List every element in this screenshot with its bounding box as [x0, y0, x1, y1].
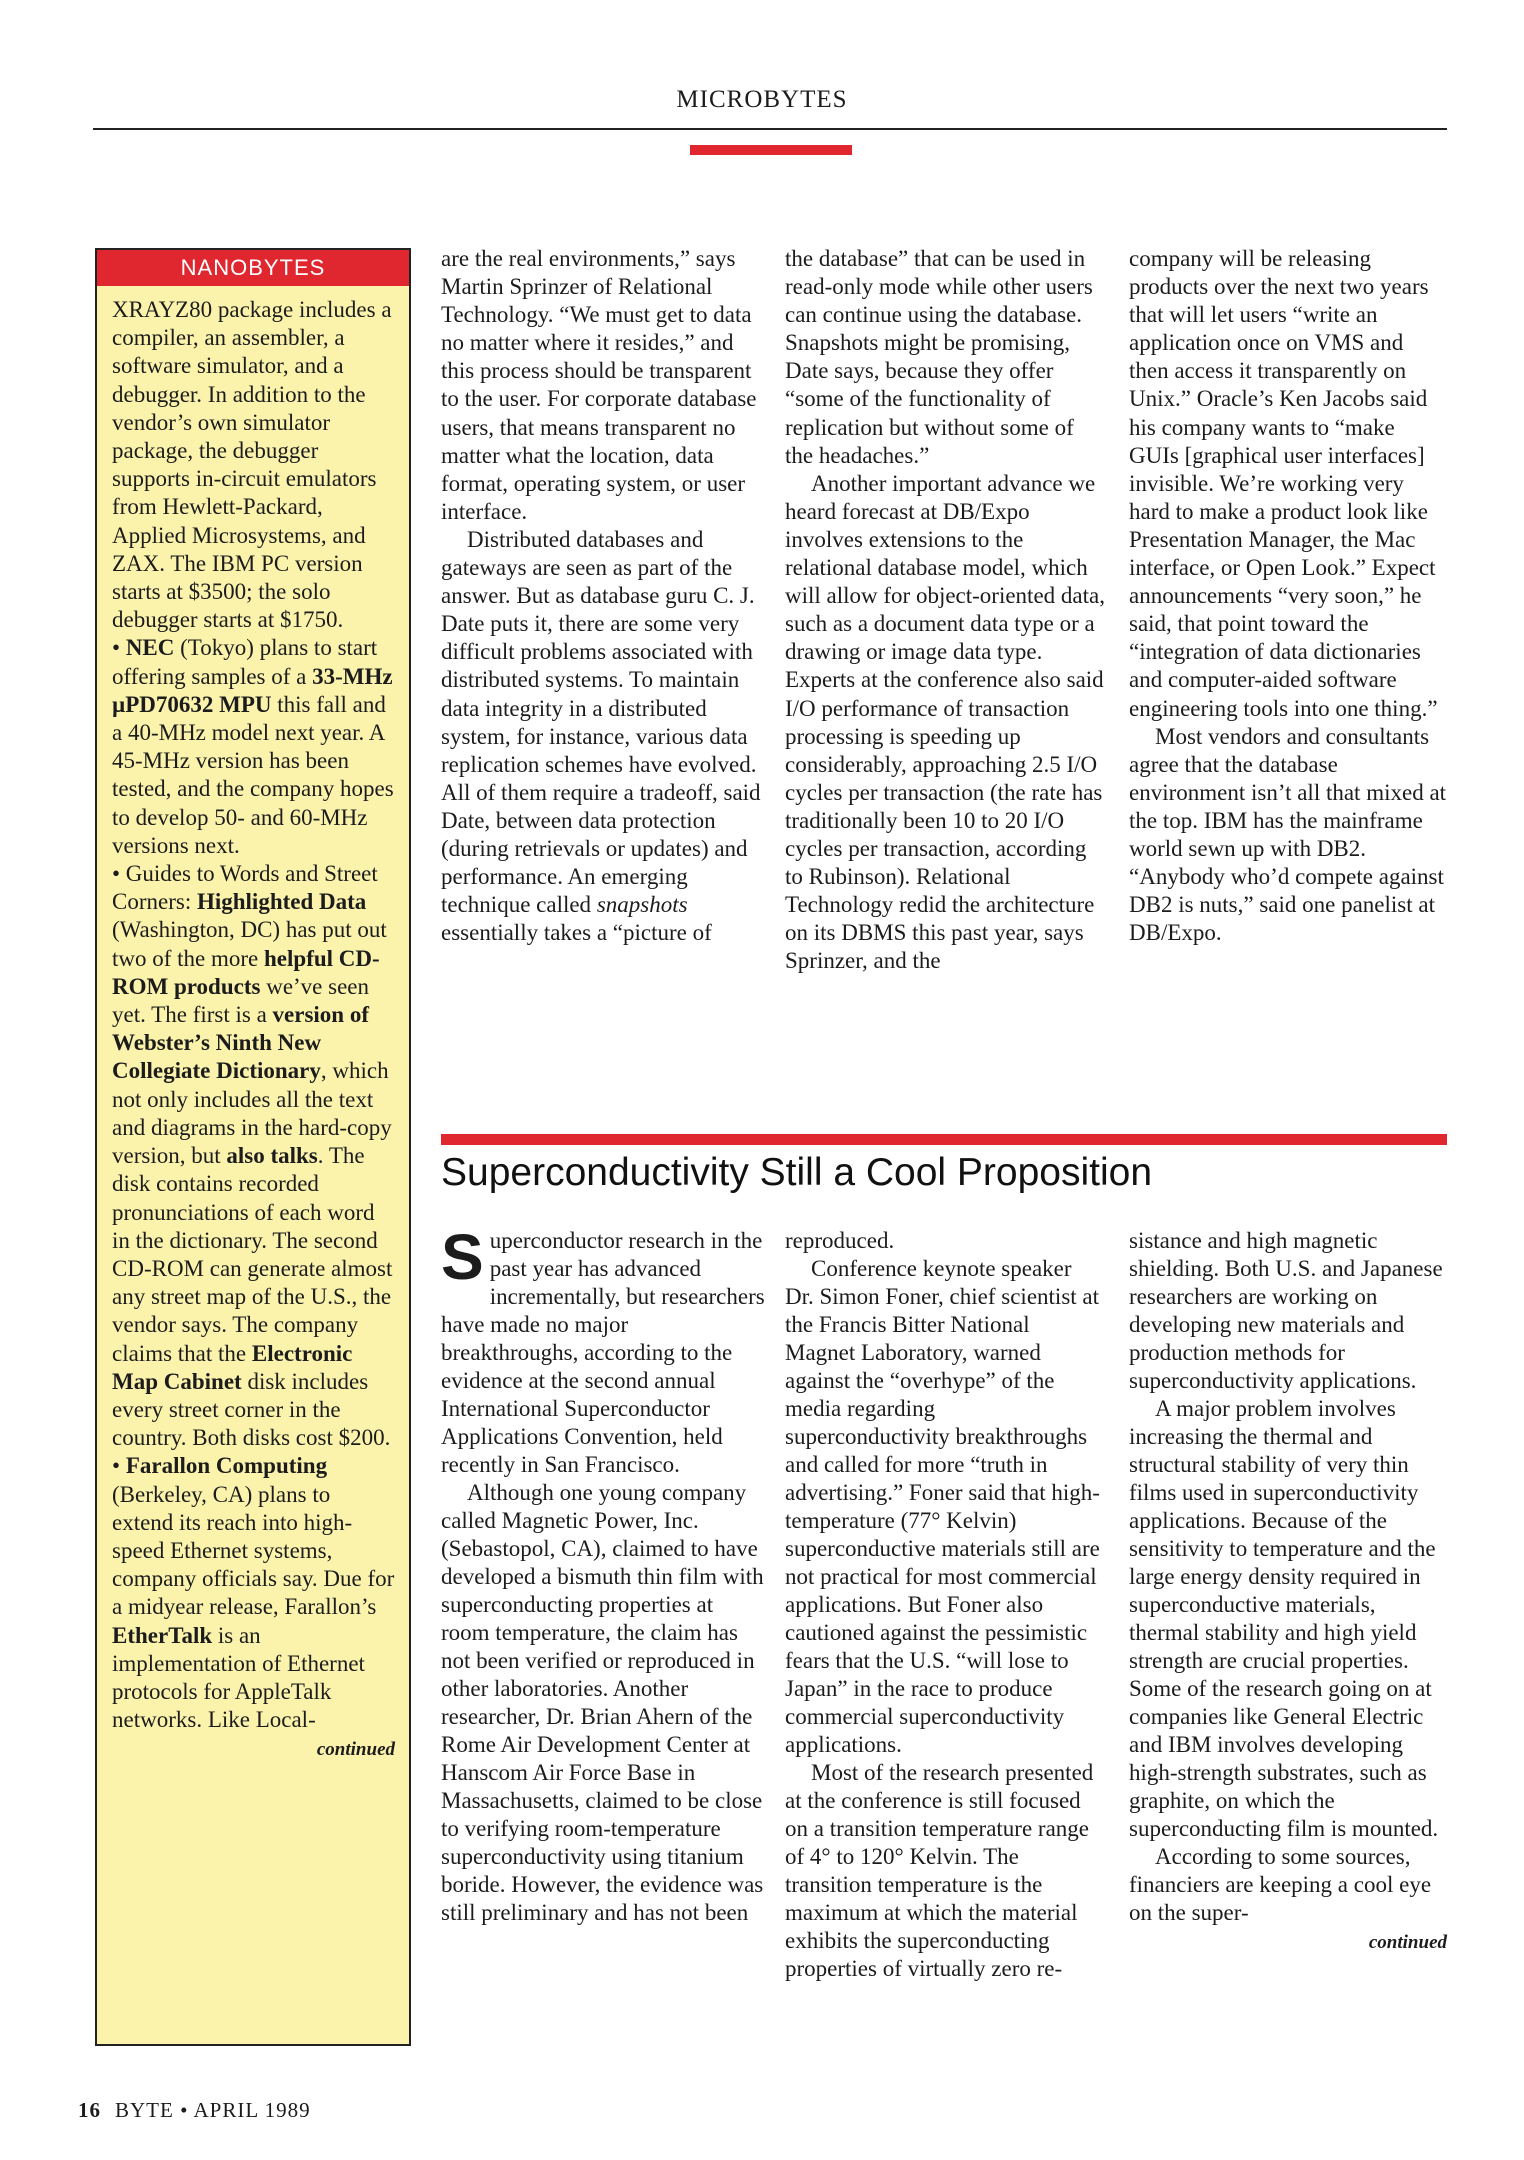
bold-text: Farallon Computing [125, 1453, 328, 1479]
text: this fall and a 40-MHz model next year. A 45-MHz version has been tested, and the company hopes to develop 50- and 60-MHz versions next. [112, 691, 394, 858]
bold-text: helpful CD-ROM products [112, 945, 380, 999]
paragraph: sistance and high magnetic shielding. Both U.S. and Japanese researchers are working on developing new materials and production methods for superconductivity applications. [1129, 1228, 1443, 1393]
bold-text: version of Webster’s Ninth New Collegiate Dictionary [112, 1002, 370, 1084]
text: , which not only includes all the text and diagrams in the hard-copy version, but [112, 1058, 392, 1169]
text: Distributed databases and gateways are seen as part of the answer. But as database guru C. J. Date puts it, there are some very difficult problems associated with distributed systems. To maintain data integrity in a distributed system, for instance, various data replication schemes have evolved. All of them require a tradeoff, said Date, between data protection (during retrievals or updates) and performance. An emerging technique called [441, 526, 761, 918]
text: disk includes every street corner in the country. Both disks cost $200. [112, 1368, 391, 1451]
header-accent-bar [690, 145, 852, 155]
text: • Guides to Words and Street Corners: [112, 861, 378, 915]
article1-column-3 [1129, 245, 1447, 947]
sidebar-paragraph [112, 634, 395, 860]
article-divider [441, 1134, 1447, 1145]
nanobytes-sidebar [95, 248, 411, 2046]
page-footer [78, 2098, 311, 2123]
paragraph: Another important advance we heard forecast at DB/Expo involves extensions to the relational database model, which will allow for object-oriented data, such as a document data type or a drawing or image data type. Experts at the conference also said I/O performance of transaction processing is speeding up considerably, approaching 2.5 I/O cycles per transaction (the rate has traditionally been 10 to 20 I/O cycles per transaction, according to Rubinson). Relational Technology redid the architecture on its DBMS this past year, says Sprinzer, and the [785, 470, 1105, 974]
section-header: MICROBYTES [676, 86, 848, 113]
text: (Tokyo) plans to start offering samples of a [112, 635, 378, 689]
text: (Berkeley, CA) plans to extend its reach into high-speed Ethernet systems, company officials say. Due for a midyear release, Farallon’s [112, 1481, 395, 1620]
article1-column-2 [785, 245, 1105, 975]
text: essentially takes a “picture of [441, 920, 712, 946]
article1-column-1 [441, 245, 765, 947]
header-rule [93, 128, 1447, 130]
bullet: • [112, 1453, 126, 1479]
sidebar-title: NANOBYTES [97, 250, 409, 286]
sidebar-body [97, 286, 409, 1765]
paragraph: Although one young company called Magnetic Power, Inc. (Sebastopol, CA), claimed to have developed a bismuth thin film with superconducting properties at room temperature, the claim has not been verified or reproduced in other laboratories. Another researcher, Dr. Brian Ahern of the Rome Air Development Center at Hanscom Air Force Base in Massachusetts, claimed to be close to verifying room-temperature superconductivity using titanium boride. However, the evidence was still preliminary and has not been [441, 1480, 764, 1925]
paragraph: According to some sources, financiers are keeping a cool eye on the super- [1129, 1844, 1432, 1925]
paragraph [441, 526, 765, 947]
paragraph: Most vendors and consultants agree that the database environment isn’t all that mixed at the top. IBM has the mainframe world sewn up with DB2. “Anybody who’d compete against DB2 is nuts,” said one panelist at DB/Expo. [1129, 723, 1447, 946]
paragraph: Conference keynote speaker Dr. Simon Foner, chief scientist at the Francis Bitter National Magnet Laboratory, warned against the “overhype” of the media regarding superconductivity breakthroughs and called for more “truth in advertising.” Foner said that high-temperature (77° Kelvin) superconductive materials still are not practical for most commercial applications. But Foner also cautioned against the pessimistic fears that the U.S. “will lose to Japan” in the race to produce commercial superconductivity applications. [785, 1256, 1100, 1757]
text: we’ve seen yet. The first is a [112, 973, 370, 1028]
text: is an implementation of Ethernet protocols for AppleTalk networks. Like Local- [112, 1622, 365, 1733]
bold-text: also talks [226, 1143, 318, 1169]
sidebar-paragraph: XRAYZ80 package includes a compiler, an assembler, a software simulator, and a debugger. In addition to the vendor’s own simulator package, the debugger supports in-circuit emulators from Hewlett-Packard, Applied Microsystems, and ZAX. The IBM PC version starts at $3500; the solo debugger starts at $1750. [112, 297, 392, 633]
article2-column-2 [785, 1227, 1105, 1983]
article-title: Superconductivity Still a Cool Proposition [441, 1151, 1153, 1194]
text: uperconductor research in the past year has advanced incrementally, but researchers have made no major breakthroughs, according to the evidence at the second annual International Superconductor Applications Convention, held recently in San Francisco. [441, 1228, 765, 1477]
article2-column-3 [1129, 1227, 1447, 1957]
text: (Washington, DC) has put out two of the more [112, 917, 387, 971]
bold-text: NEC [125, 635, 175, 661]
sidebar-paragraph [112, 860, 395, 1452]
page-number: 16 [78, 2098, 101, 2122]
sidebar-paragraph [112, 1452, 395, 1734]
text: . The disk contains recorded pronunciations of each word in the dictionary. The second CD-ROM can generate almost any street map of the U.S., the vendor says. The company claims that the [112, 1143, 393, 1366]
italic-text: snapshots [596, 892, 688, 918]
bullet: • [112, 635, 126, 661]
bold-text: 33-MHz µPD70632 MPU [112, 663, 393, 717]
paragraph [441, 1221, 765, 1479]
bold-text: EtherTalk [112, 1622, 213, 1648]
paragraph: reproduced. [785, 1228, 895, 1253]
paragraph: company will be releasing products over the next two years that will let users “write an application once on VMS and then access it transparently on Unix.” Oracle’s Ken Jacobs said his company wants to “make GUIs [graphical user interfaces] invisible. We’re working very hard to make a product look like Presentation Manager, the Mac interface, or Open Look.” Expect announcements “very soon,” he said, that point toward the “integration of data dictionaries and computer-aided software engineering tools into one thing.” [1129, 246, 1438, 721]
drop-cap: S [441, 1221, 484, 1293]
paragraph: are the real environments,” says Martin Sprinzer of Relational Technology. “We must get to data no matter where it resides,” and this process should be transparent to the user. For corporate database users, that means transparent no matter what the location, data format, operating system, or user interface. [441, 246, 757, 524]
continued-label: continued [316, 1739, 395, 1761]
bold-text: Electronic Map Cabinet [112, 1340, 353, 1394]
paragraph: Most of the research presented at the conference is still focused on a transition temperature range of 4° to 120° Kelvin. The transition temperature is the maximum at which the material exhibits the superconducting properties of virtually zero re- [785, 1760, 1094, 1981]
continued-label: continued [1368, 1932, 1447, 1953]
footer-text: BYTE • APRIL 1989 [115, 2098, 311, 2122]
paragraph: the database” that can be used in read-only mode while other users can continue using the database. Snapshots might be promising, Date says, because they offer “some of the functionality of replication but without some of the headaches.” [785, 246, 1093, 468]
bold-text: Highlighted Data [196, 889, 367, 915]
article2-column-1 [441, 1221, 765, 1927]
paragraph: A major problem involves increasing the thermal and structural stability of very thin films used in superconductivity applications. Because of the sensitivity to temperature and the large energy density required in superconductive materials, thermal stability and high yield strength are crucial properties. Some of the research going on at companies like General Electric and IBM involves developing high-strength substrates, such as graphite, on which the superconducting film is mounted. [1129, 1396, 1439, 1841]
